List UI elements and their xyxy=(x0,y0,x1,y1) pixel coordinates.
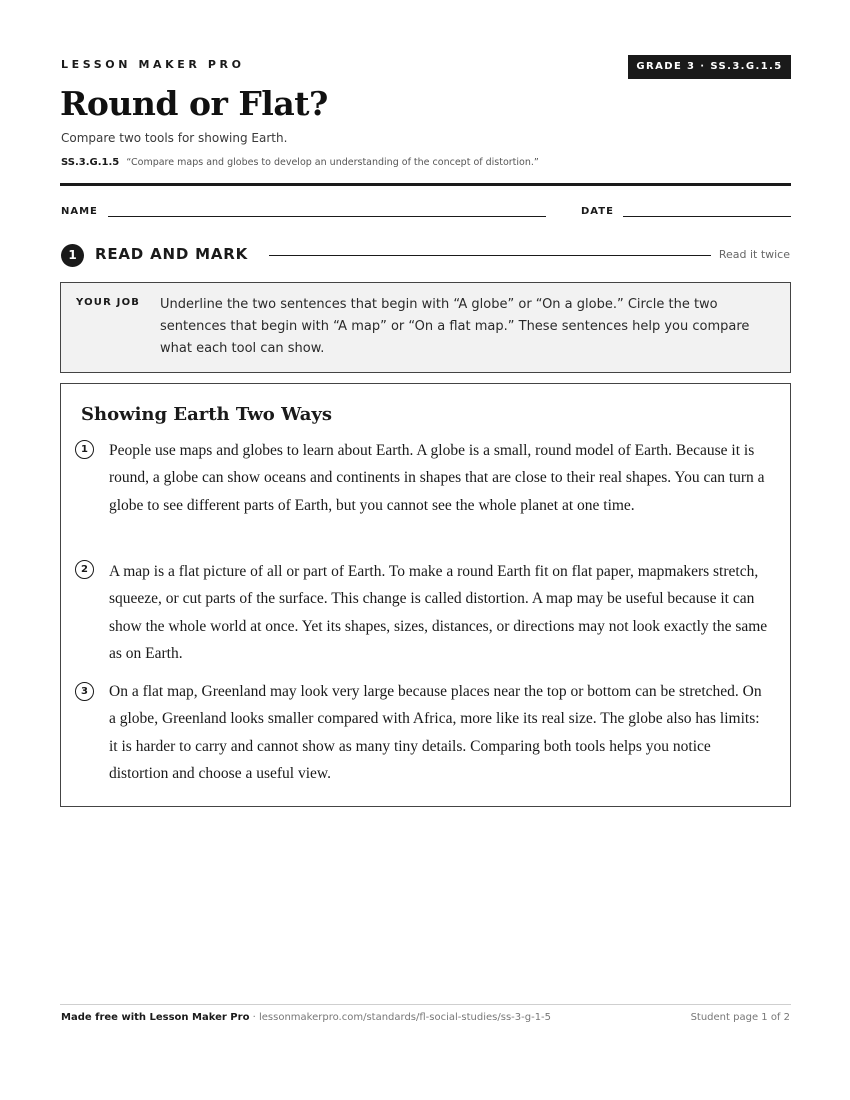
paragraph-2: A map is a flat picture of all or part of Earth. To make a round Earth fit on flat paper, mapmakers stretch, squeeze, or cut parts of the surface. This change is called distortion. A map may be useful because it can show the whole world at once. Yet its shapes, sizes, distances, or directions may not look exactly the same as on Earth. xyxy=(109,563,768,662)
date-field[interactable] xyxy=(623,216,791,217)
section-number-badge: 1 xyxy=(61,244,84,267)
instructions-box xyxy=(60,282,791,373)
reading-passage xyxy=(60,383,791,807)
page-title: Round or Flat? xyxy=(60,84,328,123)
footer-made-with: Made free with Lesson Maker Pro xyxy=(61,1012,250,1023)
footer-divider xyxy=(60,1004,791,1005)
standard-code: SS.3.G.1.5 xyxy=(61,157,120,168)
passage-title: Showing Earth Two Ways xyxy=(81,404,332,425)
paragraph-3: On a flat map, Greenland may look very large because places near the top or bottom can be stretched. On a globe, Greenland looks smaller compared with Africa, more like its real size. The globe also has limits: it is harder to carry and cannot show as many tiny details. Comparing both tools helps you notice distortion and choose a useful view. xyxy=(109,683,762,782)
page-subtitle: Compare two tools for showing Earth. xyxy=(61,131,288,145)
section-title: READ AND MARK xyxy=(95,245,249,263)
paragraph-number-3: 3 xyxy=(75,682,94,701)
footer-credit xyxy=(61,1012,551,1023)
page-number: Student page 1 of 2 xyxy=(690,1012,790,1023)
footer-url[interactable]: lessonmakerpro.com/standards/fl-social-studies/ss-3-g-1-5 xyxy=(258,1012,552,1023)
date-label: DATE xyxy=(581,206,614,217)
footer-separator: · xyxy=(249,1012,259,1023)
header-divider xyxy=(60,183,791,186)
brand-name: LESSON MAKER PRO xyxy=(61,58,245,71)
section-note: Read it twice xyxy=(718,248,790,261)
standard-line xyxy=(61,157,539,168)
paragraph-1: People use maps and globes to learn about Earth. A globe is a small, round model of Earth. Because it is round, a globe can show oceans and continents in shapes that are close to their real shapes. You can turn a globe to see different parts of Earth, but you cannot see the whole planet at one time. xyxy=(109,442,765,514)
paragraph-number-2: 2 xyxy=(75,560,94,579)
name-field[interactable] xyxy=(108,216,546,217)
grade-badge: GRADE 3 · SS.3.G.1.5 xyxy=(628,55,791,79)
standard-text: “Compare maps and globes to develop an understanding of the concept of distortion.” xyxy=(126,157,539,168)
instructions-label: YOUR JOB xyxy=(76,297,141,308)
name-label: NAME xyxy=(61,206,98,217)
instructions-text: Underline the two sentences that begin with “A globe” or “On a globe.” Circle the two sentences that begin with “A map” or “On a flat map.” These sentences help you compare what each tool can show. xyxy=(160,297,750,356)
paragraph-number-1: 1 xyxy=(75,440,94,459)
section-divider xyxy=(269,255,711,256)
